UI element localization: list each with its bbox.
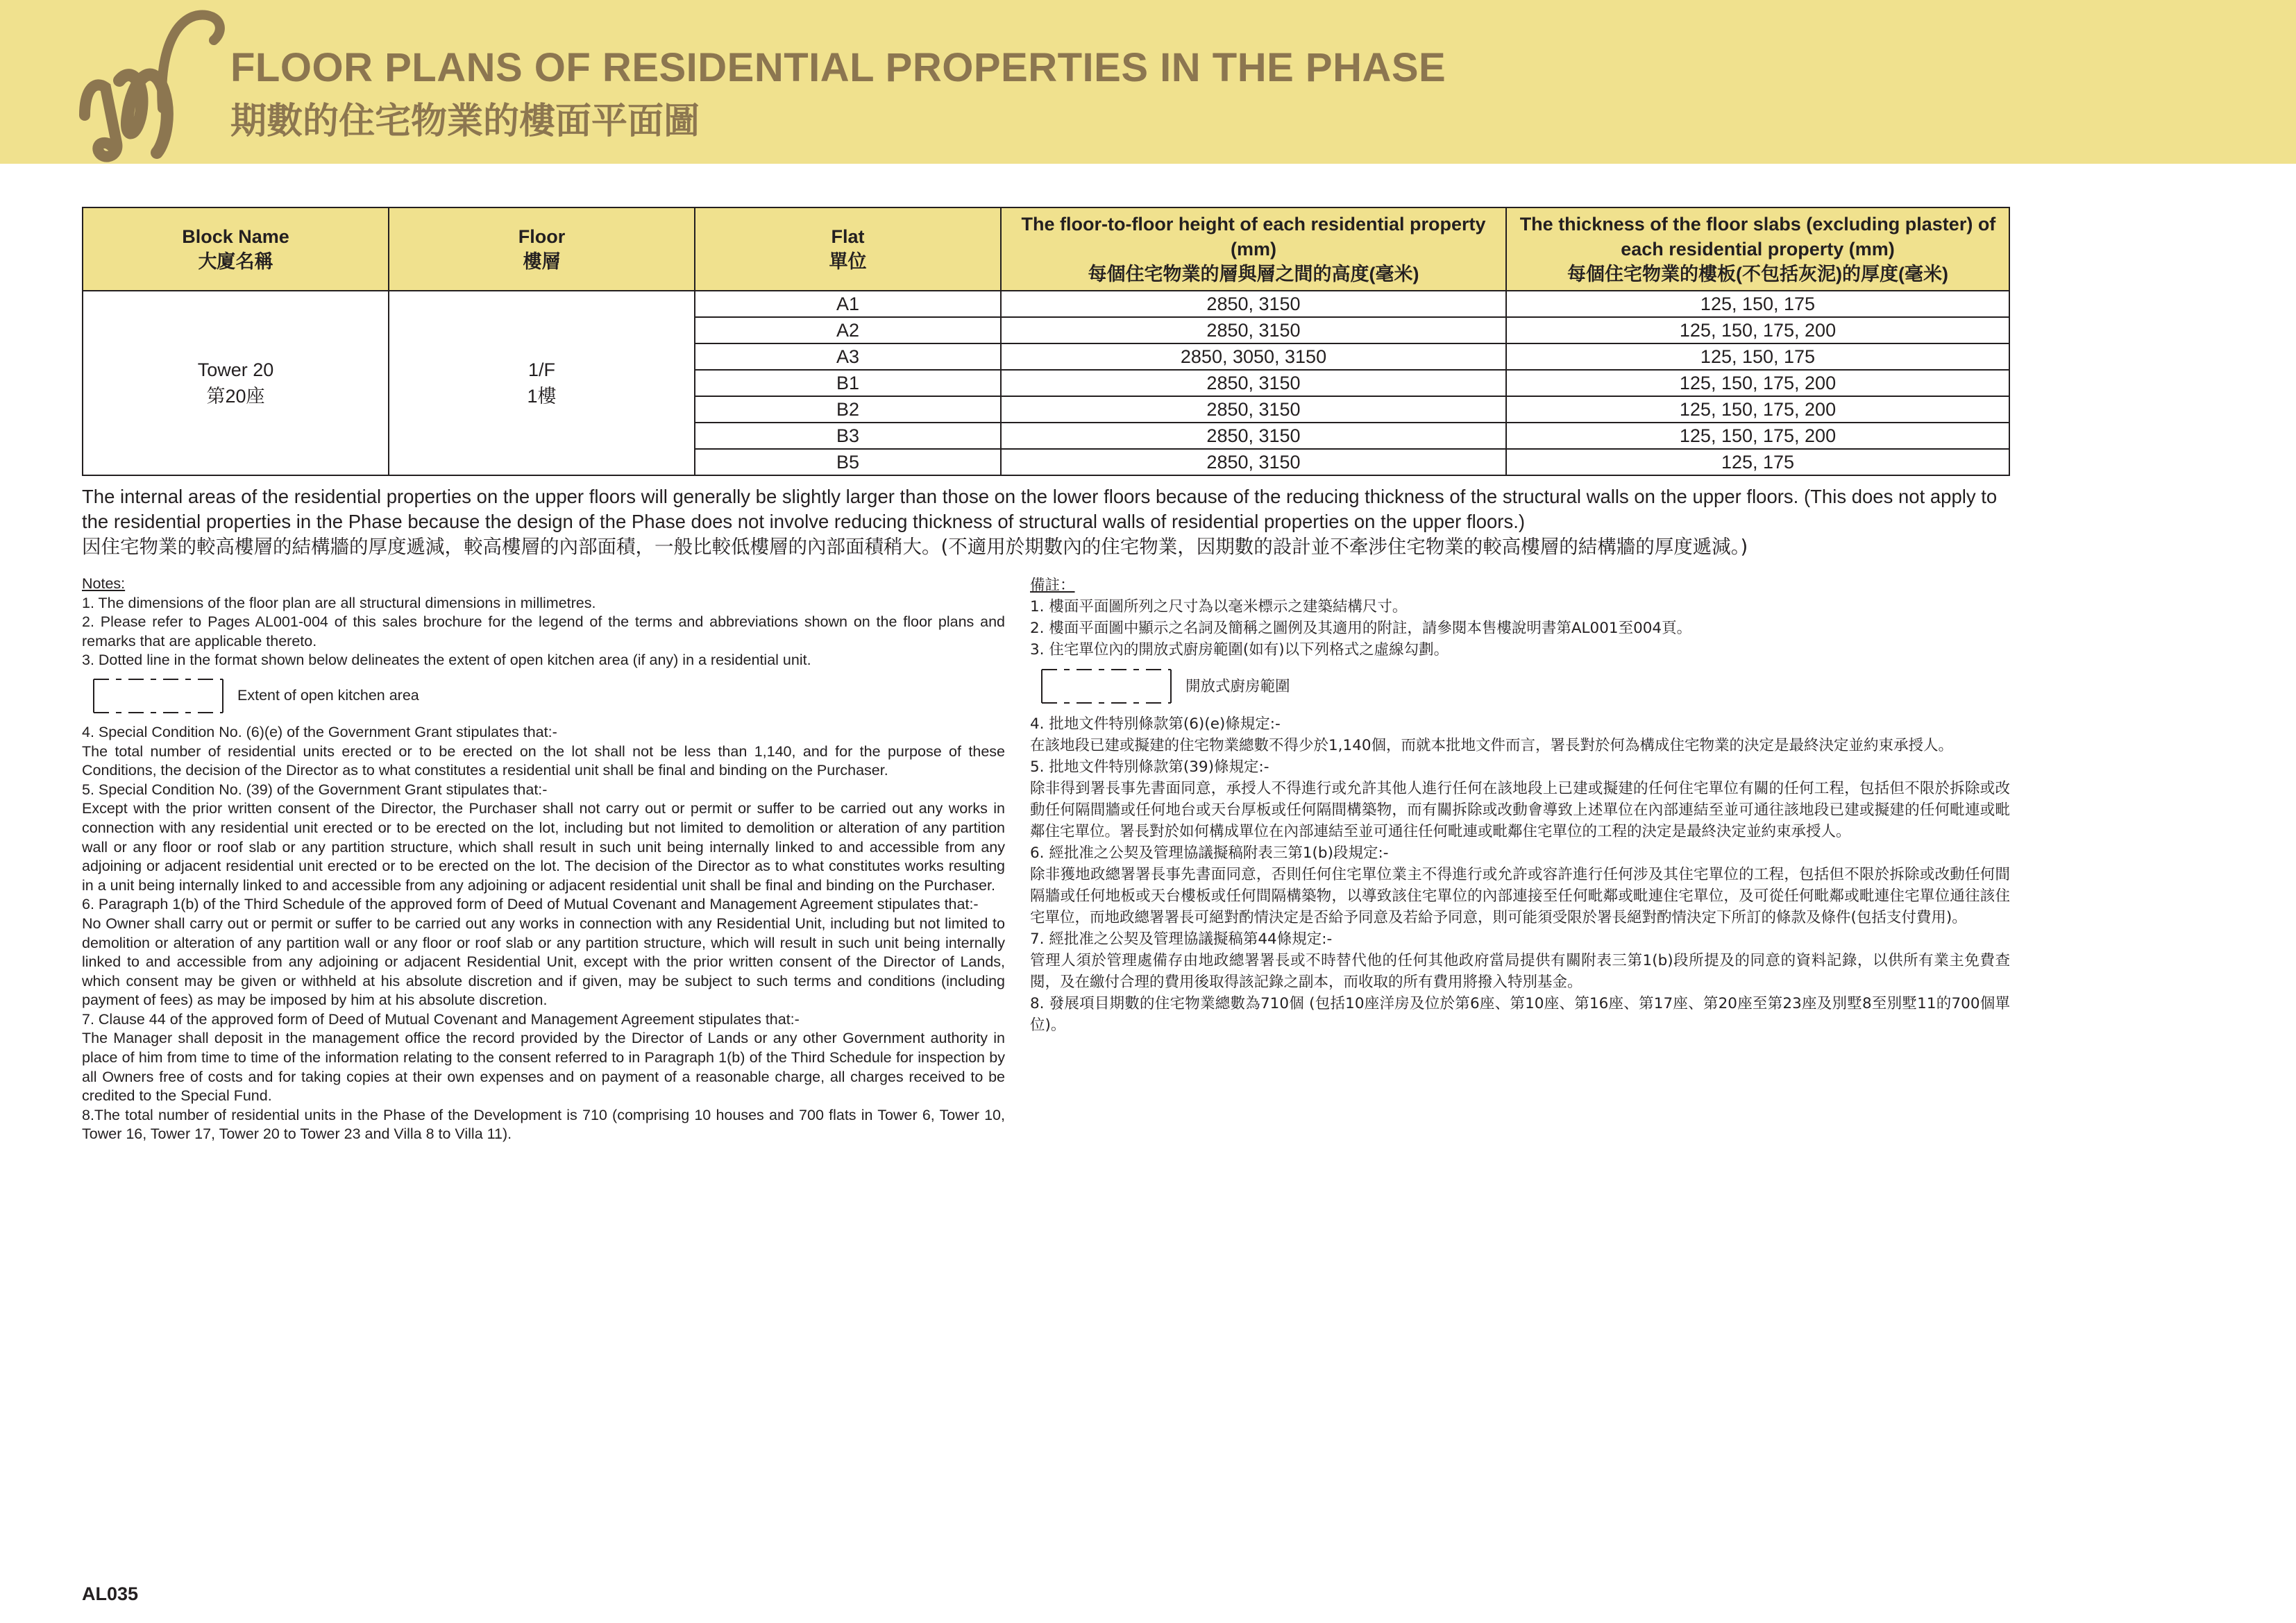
table-row: [83, 291, 2009, 317]
note-4-body-chinese: 在該地段已建或擬建的住宅物業總數不得少於1,140個，而就本批地文件而言，署長對於何為構成住宅物業的決定是最終決定並約束承授人。: [1030, 737, 1954, 754]
thickness-cell: 125, 150, 175, 200: [1506, 423, 2009, 449]
header-block-name: Block Name 大廈名稱: [83, 207, 389, 291]
flat-cell: A1: [695, 291, 1001, 317]
height-cell: 2850, 3150: [1001, 370, 1506, 396]
page-title: FLOOR PLANS OF RESIDENTIAL PROPERTIES IN THE PHASE: [230, 45, 1446, 90]
internal-area-note-chinese: 因住宅物業的較高樓層的結構牆的厚度遞減，較高樓層的內部面積，一般比較低樓層的內部面積稍大。(不適用於期數內的住宅物業，因期數的設計並不牽涉住宅物業的較高樓層的結構牆的厚度遞減。): [82, 536, 1748, 558]
note-6-body: No Owner shall carry out or permit or suffer to be carried out any works in connection with any Residential Unit, including but not limited to demolition or alteration of any partition wall or any floor or roof slab or any partition structure, which will result in such unit being internally linked to and accessible from any adjoining or adjacent Residential Unit, except with the prior written consent of the Director of Lands, which consent may be given or withheld at his absolute discretion and if given, may be subject to such terms and conditions (including payment of fees) as may be imposed by him at his absolute discretion.: [82, 915, 1005, 1009]
flat-cell: B2: [695, 396, 1001, 423]
thickness-cell: 125, 175: [1506, 449, 2009, 475]
note-4-body: The total number of residential units erected or to be erected on the lot shall not be less than 1,140, and for the purpose of these Conditions, the decision of the Director as to what constitutes a residential unit shall be final and binding on the Purchaser.: [82, 742, 1005, 779]
note-7-body-chinese: 管理人須於管理處備存由地政總署署長或不時替代他的任何其他政府當局提供有關附表三第1(b)段所提及的同意的資料記錄，以供所有業主免費查閱，及在繳付合理的費用後取得該記錄之副本，而收取的所有費用將撥入特別基金。: [1030, 952, 2010, 991]
header-floor: Floor 樓層: [389, 207, 695, 291]
notes-english: [82, 575, 1005, 1144]
legend-label: Extent of open kitchen area: [237, 687, 419, 704]
open-kitchen-legend: [82, 672, 1005, 720]
note-3-chinese: 3. 住宅單位內的開放式廚房範圍(如有)以下列格式之虛線勾劃。: [1030, 641, 1449, 658]
note-4-title: 4. Special Condition No. (6)(e) of the Government Grant stipulates that:-: [82, 723, 557, 740]
notes-chinese: [1030, 575, 2010, 1036]
thickness-cell: 125, 150, 175: [1506, 291, 2009, 317]
header-slab-thickness: The thickness of the floor slabs (excluding plaster) of each residential property (mm) 每個住宅物業的樓板(不包括灰泥)的厚度(毫米): [1506, 207, 2009, 291]
note-7-title-chinese: 7. 經批准之公契及管理協議擬稿第44條規定:-: [1030, 931, 1333, 948]
thickness-cell: 125, 150, 175, 200: [1506, 317, 2009, 343]
legend-label-chinese: 開放式廚房範圍: [1185, 677, 1290, 695]
note-3: 3. Dotted line in the format shown below delineates the extent of open kitchen area (if any) in a residential unit.: [82, 652, 811, 669]
note-1: 1. The dimensions of the floor plan are all structural dimensions in millimetres.: [82, 594, 596, 611]
note-2-chinese: 2. 樓面平面圖中顯示之名詞及簡稱之圖例及其適用的附註，請參閱本售樓說明書第AL001至004頁。: [1030, 620, 1692, 637]
note-1-chinese: 1. 樓面平面圖所列之尺寸為以毫米標示之建築結構尺寸。: [1030, 598, 1408, 615]
note-5-title: 5. Special Condition No. (39) of the Government Grant stipulates that:-: [82, 781, 548, 798]
note-7-title: 7. Clause 44 of the approved form of Deed of Mutual Covenant and Management Agreement stipulates that:-: [82, 1010, 800, 1028]
brand-logo-icon: [75, 4, 228, 164]
flat-cell: A3: [695, 343, 1001, 370]
flat-cell: A2: [695, 317, 1001, 343]
note-6-body-chinese: 除非獲地政總署署長事先書面同意，否則任何住宅單位業主不得進行或允許或容許進行任何涉及其住宅單位的工程，包括但不限於拆除或改動任何間隔牆或任何地板或天台樓板或任何間隔構築物，以導致該住宅單位的內部連接至任何毗鄰或毗連住宅單位，及可從任何毗鄰或毗連住宅單位通往該住宅單位，而地政總署署長可絕對酌情決定是否給予同意及若給予同意，則可能須受限於署長絕對酌情決定下所訂的條款及條件(包括支付費用)。: [1030, 866, 2010, 926]
floor-height-table: [82, 207, 2010, 476]
note-4-title-chinese: 4. 批地文件特別條款第(6)(e)條規定:-: [1030, 715, 1281, 733]
thickness-cell: 125, 150, 175, 200: [1506, 370, 2009, 396]
dashed-box-icon: [1041, 669, 1172, 704]
note-6-title-chinese: 6. 經批准之公契及管理協議擬稿附表三第1(b)段規定:-: [1030, 844, 1389, 862]
note-8-chinese: 8. 發展項目期數的住宅物業總數為710個 (包括10座洋房及位於第6座、第10座、第16座、第17座、第20座至第23座及別墅8至別墅11的700個單位)。: [1030, 995, 2010, 1034]
note-6-title: 6. Paragraph 1(b) of the Third Schedule of the approved form of Deed of Mutual Covenant and Management Agreement stipulates that:-: [82, 896, 979, 913]
flat-cell: B5: [695, 449, 1001, 475]
height-cell: 2850, 3150: [1001, 423, 1506, 449]
note-5-title-chinese: 5. 批地文件特別條款第(39)條規定:-: [1030, 758, 1269, 776]
open-kitchen-legend-chinese: [1030, 662, 2010, 711]
notes-heading-chinese: 備註：: [1030, 577, 1075, 594]
note-8: 8.The total number of residential units in the Phase of the Development is 710 (comprising 10 houses and 700 flats in Tower 6, Tower 10, Tower 16, Tower 17, Tower 20 to Tower 23 and Villa 8 to Villa 11).: [82, 1106, 1005, 1143]
height-cell: 2850, 3150: [1001, 317, 1506, 343]
thickness-cell: 125, 150, 175: [1506, 343, 2009, 370]
dashed-box-icon: [93, 679, 223, 713]
header-floor-height: The floor-to-floor height of each residential property (mm) 每個住宅物業的層與層之間的高度(毫米): [1001, 207, 1506, 291]
thickness-cell: 125, 150, 175, 200: [1506, 396, 2009, 423]
height-cell: 2850, 3150: [1001, 291, 1506, 317]
page-title-chinese: 期數的住宅物業的樓面平面圖: [230, 101, 700, 142]
height-cell: 2850, 3150: [1001, 396, 1506, 423]
note-5-body-chinese: 除非得到署長事先書面同意，承授人不得進行或允許其他人進行任何在該地段上已建或擬建的任何住宅單位有關的任何工程，包括但不限於拆除或改動任何隔間牆或任何地台或天台厚板或任何隔間構築物，而有關拆除或改動會導致上述單位在內部連結至並可通往該地段已建或擬建的任何毗連或毗鄰住宅單位。署長對於如何構成單位在內部連結至並可通往任何毗連或毗鄰住宅單位的工程的決定是最終決定並約束承授人。: [1030, 780, 2010, 840]
floor-cell: 1/F 1樓: [389, 291, 695, 475]
header-flat: Flat 單位: [695, 207, 1001, 291]
note-7-body: The Manager shall deposit in the management office the record provided by the Director of Lands or any other Government authority in place of him from time to time of the information relating to the consent referred to in Paragraph 1(b) of the Third Schedule for inspection by all Owners free of costs and for taking copies at their own expenses and on payment of a reasonable charge, all charges received to be credited to the Special Fund.: [82, 1030, 1005, 1105]
notes-heading: Notes:: [82, 575, 126, 592]
block-name-cell: Tower 20 第20座: [83, 291, 389, 475]
table-header-row: [83, 207, 2009, 291]
height-cell: 2850, 3050, 3150: [1001, 343, 1506, 370]
flat-cell: B1: [695, 370, 1001, 396]
note-2: 2. Please refer to Pages AL001-004 of this sales brochure for the legend of the terms and abbreviations shown on the floor plans and remarks that are applicable thereto.: [82, 613, 1005, 649]
page-number: AL035: [82, 1583, 139, 1604]
internal-area-note-english: The internal areas of the residential properties on the upper floors will generally be slightly larger than those on the lower floors because of the reducing thickness of the structural walls on the upper floors. (This does not apply to the residential properties in the Phase because the design of the Phase does not involve reducing thickness of structural walls of residential properties on the upper floors.): [82, 486, 1998, 532]
internal-area-note: [82, 484, 2011, 559]
height-cell: 2850, 3150: [1001, 449, 1506, 475]
note-5-body: Except with the prior written consent of the Director, the Purchaser shall not carry out or permit or suffer to be carried out any works in connection with any residential unit erected or to be erected on the lot, including but not limited to demolition or alteration of any partition wall or any floor or roof slab or any partition structure, which shall result in such unit being internally linked to and accessible from any adjoining or adjacent residential unit erected or to be erected on the lot. The decision of the Director as to what constitutes works resulting in a unit being internally linked to and accessible from any adjoining or adjacent residential unit shall be final and binding on the Purchaser.: [82, 800, 1005, 894]
flat-cell: B3: [695, 423, 1001, 449]
